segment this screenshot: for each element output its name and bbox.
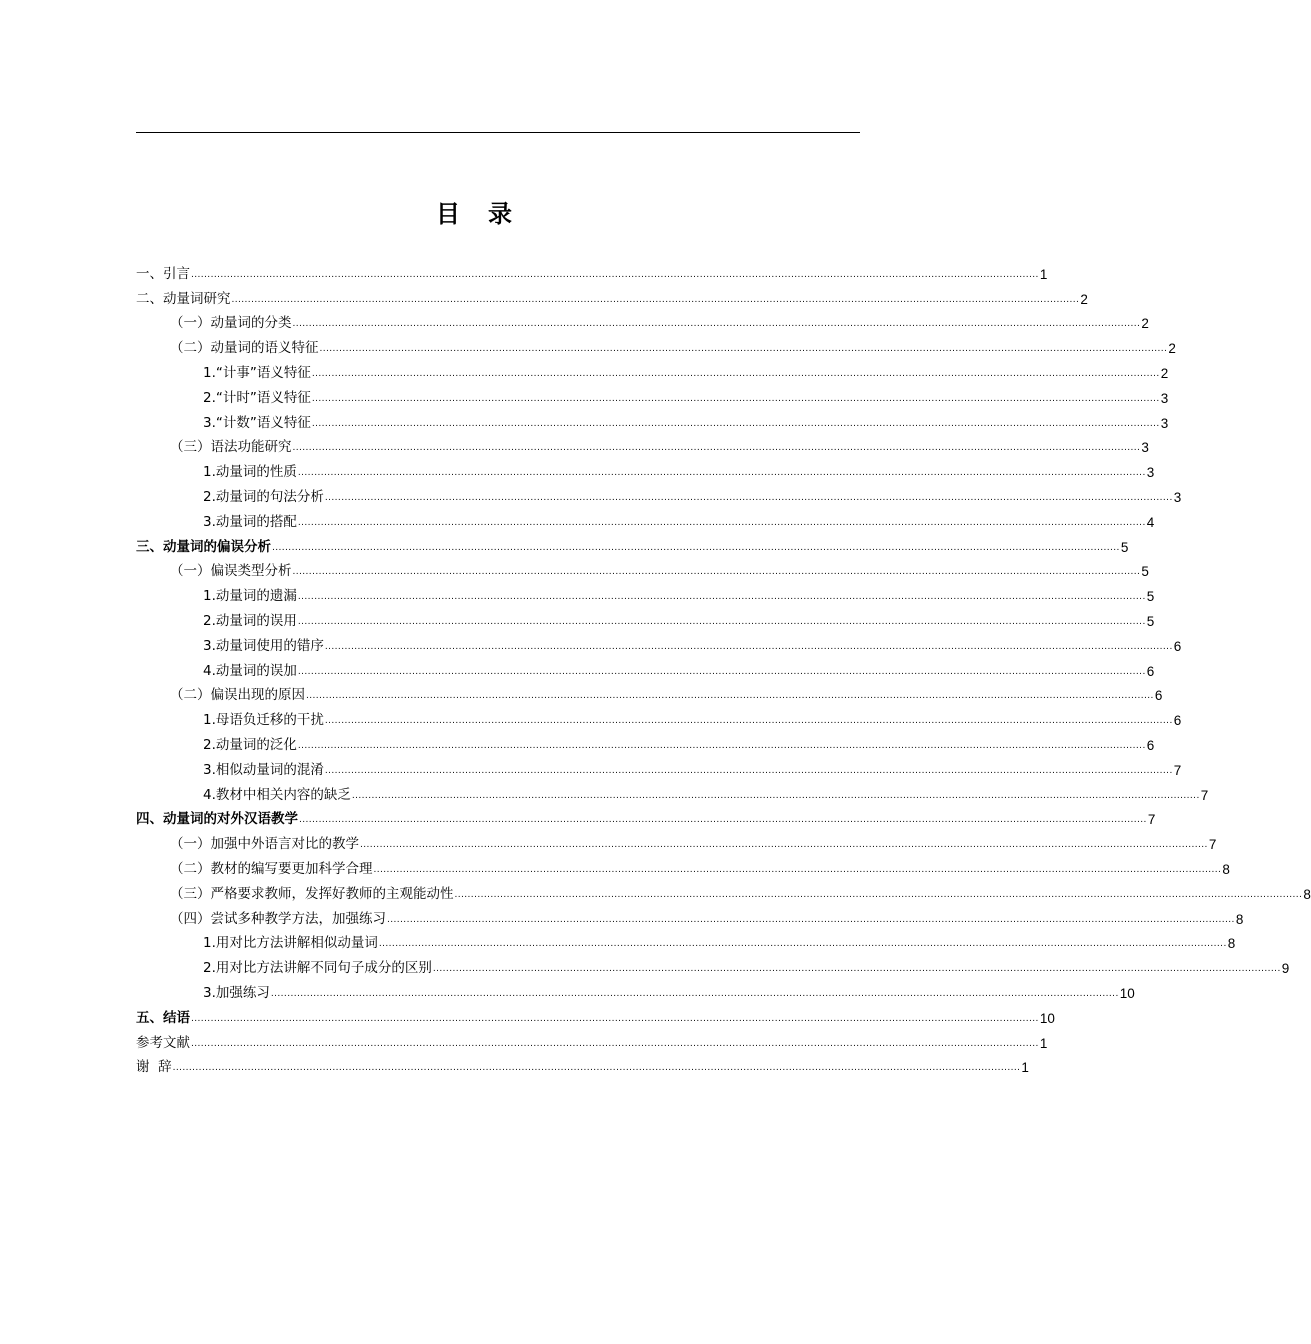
- toc-entry[interactable]: [136, 308, 1149, 333]
- toc-entry-page: 6: [1146, 737, 1155, 753]
- toc-entry-page: 2: [1160, 365, 1169, 381]
- toc-leader-dots: ....................................................................................................................................................................................................................................................................: [297, 616, 1146, 627]
- toc-leader-dots: ....................................................................................................................................................................................................................................................................: [172, 1063, 1021, 1074]
- toc-entry[interactable]: [136, 977, 1135, 1002]
- toc-leader-dots: ....................................................................................................................................................................................................................................................................: [324, 641, 1173, 652]
- toc-leader-dots: ....................................................................................................................................................................................................................................................................: [292, 443, 1141, 454]
- toc-entry-page: 2: [1168, 341, 1176, 357]
- toc-leader-dots: ....................................................................................................................................................................................................................................................................: [311, 393, 1160, 404]
- toc-entry-title: 4.动量词的误加: [203, 662, 297, 679]
- toc-entry[interactable]: [136, 556, 1149, 581]
- toc-entry-page: 8: [1303, 886, 1311, 902]
- toc-entry-title: 三、动量词的偏误分析: [136, 538, 271, 555]
- toc-entry[interactable]: [136, 432, 1149, 457]
- toc-entry-title: （四）尝试多种教学方法，加强练习: [170, 910, 386, 927]
- toc-leader-dots: ....................................................................................................................................................................................................................................................................: [191, 269, 1039, 280]
- toc-entry[interactable]: [136, 655, 1155, 680]
- toc-entry-page: 7: [1147, 812, 1156, 828]
- toc-entry-title: 3.动量词的搭配: [203, 513, 297, 530]
- page-title: 目 录: [436, 200, 514, 228]
- toc-leader-dots: ....................................................................................................................................................................................................................................................................: [270, 988, 1119, 999]
- toc-entry-page: 6: [1173, 638, 1182, 654]
- toc-leader-dots: ....................................................................................................................................................................................................................................................................: [299, 815, 1147, 826]
- toc-entry-title: （二）教材的编写要更加科学合理: [170, 860, 373, 877]
- toc-entry-title: 谢 辞: [136, 1059, 172, 1076]
- toc-entry-page: 6: [1173, 713, 1182, 729]
- toc-entry-title: 1.用对比方法讲解相似动量词: [203, 935, 378, 952]
- toc-leader-dots: ....................................................................................................................................................................................................................................................................: [387, 914, 1235, 925]
- toc-entry[interactable]: [136, 382, 1169, 407]
- toc-entry[interactable]: [136, 258, 1048, 283]
- toc-entry-page: 4: [1146, 514, 1155, 530]
- toc-entry-title: 1.动量词的性质: [203, 464, 297, 481]
- toc-entry[interactable]: [136, 952, 1290, 977]
- toc-leader-dots: ....................................................................................................................................................................................................................................................................: [324, 716, 1173, 727]
- table-of-contents: [136, 258, 1311, 1076]
- toc-entry-title: 2.“计时”语义特征: [203, 389, 311, 406]
- toc-entry[interactable]: [136, 481, 1182, 506]
- toc-entry[interactable]: [136, 1002, 1055, 1027]
- toc-entry-page: 8: [1227, 936, 1236, 952]
- toc-entry-page: 3: [1146, 465, 1155, 481]
- toc-leader-dots: ....................................................................................................................................................................................................................................................................: [351, 790, 1200, 801]
- toc-leader-dots: ....................................................................................................................................................................................................................................................................: [297, 517, 1146, 528]
- toc-leader-dots: ....................................................................................................................................................................................................................................................................: [378, 939, 1227, 950]
- toc-entry-title: 1.“计事”语义特征: [203, 364, 311, 381]
- toc-entry-page: 3: [1160, 390, 1169, 406]
- toc-entry-page: 5: [1146, 589, 1155, 605]
- toc-entry[interactable]: [136, 754, 1182, 779]
- toc-entry[interactable]: [136, 878, 1311, 903]
- toc-entry-page: 2: [1080, 291, 1088, 307]
- toc-entry[interactable]: [136, 630, 1182, 655]
- toc-entry[interactable]: [136, 1052, 1029, 1077]
- toc-entry-page: 3: [1173, 489, 1182, 505]
- header-rule: [136, 132, 860, 133]
- toc-entry[interactable]: [136, 580, 1155, 605]
- toc-entry-title: 3.动量词使用的错序: [203, 637, 324, 654]
- toc-entry-page: 10: [1039, 1010, 1055, 1026]
- toc-entry-title: 四、动量词的对外汉语教学: [136, 811, 298, 828]
- toc-entry[interactable]: [136, 456, 1155, 481]
- toc-leader-dots: ....................................................................................................................................................................................................................................................................: [272, 542, 1120, 553]
- toc-entry[interactable]: [136, 605, 1155, 630]
- toc-entry[interactable]: [136, 853, 1230, 878]
- toc-entry-page: 7: [1200, 787, 1209, 803]
- toc-leader-dots: ....................................................................................................................................................................................................................................................................: [297, 468, 1146, 479]
- toc-entry-page: 1: [1039, 266, 1048, 282]
- toc-entry-title: （一）加强中外语言对比的教学: [170, 836, 359, 853]
- toc-entry-title: 2.动量词的句法分析: [203, 488, 324, 505]
- toc-leader-dots: ....................................................................................................................................................................................................................................................................: [297, 592, 1146, 603]
- toc-entry[interactable]: [136, 903, 1244, 928]
- toc-entry[interactable]: [136, 928, 1236, 953]
- toc-entry-page: 5: [1141, 564, 1149, 580]
- toc-leader-dots: ....................................................................................................................................................................................................................................................................: [454, 889, 1303, 900]
- toc-entry[interactable]: [136, 506, 1155, 531]
- toc-entry-page: 10: [1119, 985, 1135, 1001]
- toc-entry-page: 3: [1160, 415, 1169, 431]
- toc-leader-dots: ....................................................................................................................................................................................................................................................................: [306, 691, 1154, 702]
- toc-leader-dots: ....................................................................................................................................................................................................................................................................: [311, 368, 1160, 379]
- toc-leader-dots: ....................................................................................................................................................................................................................................................................: [292, 567, 1141, 578]
- toc-leader-dots: ....................................................................................................................................................................................................................................................................: [297, 740, 1146, 751]
- toc-leader-dots: ....................................................................................................................................................................................................................................................................: [191, 1013, 1039, 1024]
- toc-entry-title: 3.加强练习: [203, 984, 270, 1001]
- toc-entry-title: （二）偏误出现的原因: [170, 687, 305, 704]
- toc-entry-title: 五、结语: [136, 1009, 190, 1026]
- toc-entry-title: 3.相似动量词的混淆: [203, 761, 324, 778]
- toc-entry[interactable]: [136, 729, 1155, 754]
- toc-entry-title: （三）严格要求教师，发挥好教师的主观能动性: [170, 885, 454, 902]
- toc-entry[interactable]: [136, 804, 1156, 829]
- toc-entry-page: 6: [1154, 688, 1163, 704]
- toc-entry-page: 1: [1039, 1035, 1048, 1051]
- toc-entry-title: 2.动量词的误用: [203, 612, 297, 629]
- toc-entry-page: 6: [1146, 663, 1155, 679]
- toc-leader-dots: ....................................................................................................................................................................................................................................................................: [231, 294, 1080, 305]
- toc-entry[interactable]: [136, 704, 1182, 729]
- toc-entry-title: 参考文献: [136, 1034, 190, 1051]
- toc-leader-dots: ....................................................................................................................................................................................................................................................................: [432, 964, 1281, 975]
- toc-entry-title: 1.母语负迁移的干扰: [203, 712, 324, 729]
- toc-leader-dots: ....................................................................................................................................................................................................................................................................: [191, 1038, 1039, 1049]
- toc-entry-page: 5: [1120, 539, 1129, 555]
- toc-entry-title: 2.用对比方法讲解不同句子成分的区别: [203, 960, 432, 977]
- toc-entry-page: 3: [1141, 440, 1149, 456]
- toc-leader-dots: ....................................................................................................................................................................................................................................................................: [373, 864, 1222, 875]
- toc-leader-dots: ....................................................................................................................................................................................................................................................................: [324, 492, 1173, 503]
- toc-entry-title: 二、动量词研究: [136, 290, 231, 307]
- toc-entry[interactable]: [136, 1027, 1048, 1052]
- toc-entry-page: 9: [1281, 961, 1290, 977]
- toc-entry-title: （一）偏误类型分析: [170, 563, 292, 580]
- toc-leader-dots: ....................................................................................................................................................................................................................................................................: [297, 666, 1146, 677]
- toc-entry[interactable]: [136, 779, 1209, 804]
- toc-entry-title: （三）语法功能研究: [170, 439, 292, 456]
- toc-entry-page: 7: [1173, 762, 1182, 778]
- toc-entry-page: 8: [1222, 861, 1230, 877]
- toc-entry-title: 2.动量词的泛化: [203, 736, 297, 753]
- toc-entry-page: 8: [1235, 911, 1244, 927]
- toc-leader-dots: ....................................................................................................................................................................................................................................................................: [311, 418, 1160, 429]
- toc-entry-page: 2: [1141, 316, 1149, 332]
- toc-entry[interactable]: [136, 828, 1217, 853]
- toc-entry-title: 一、引言: [136, 265, 190, 282]
- toc-entry[interactable]: [136, 357, 1169, 382]
- toc-entry-page: 7: [1208, 837, 1217, 853]
- toc-leader-dots: ....................................................................................................................................................................................................................................................................: [324, 765, 1173, 776]
- toc-entry[interactable]: [136, 680, 1163, 705]
- toc-entry-title: 3.“计数”语义特征: [203, 414, 311, 431]
- toc-entry-page: 1: [1021, 1060, 1029, 1076]
- toc-leader-dots: ....................................................................................................................................................................................................................................................................: [319, 344, 1168, 355]
- toc-entry[interactable]: [136, 332, 1176, 357]
- toc-entry-title: 4.教材中相关内容的缺乏: [203, 786, 351, 803]
- toc-entry-title: （一）动量词的分类: [170, 315, 292, 332]
- toc-entry[interactable]: [136, 407, 1169, 432]
- toc-entry[interactable]: [136, 531, 1129, 556]
- toc-entry[interactable]: [136, 283, 1088, 308]
- toc-leader-dots: ....................................................................................................................................................................................................................................................................: [292, 319, 1141, 330]
- toc-leader-dots: ....................................................................................................................................................................................................................................................................: [360, 840, 1208, 851]
- toc-entry-title: （二）动量词的语义特征: [170, 340, 319, 357]
- toc-entry-page: 5: [1146, 613, 1155, 629]
- toc-entry-title: 1.动量词的遗漏: [203, 588, 297, 605]
